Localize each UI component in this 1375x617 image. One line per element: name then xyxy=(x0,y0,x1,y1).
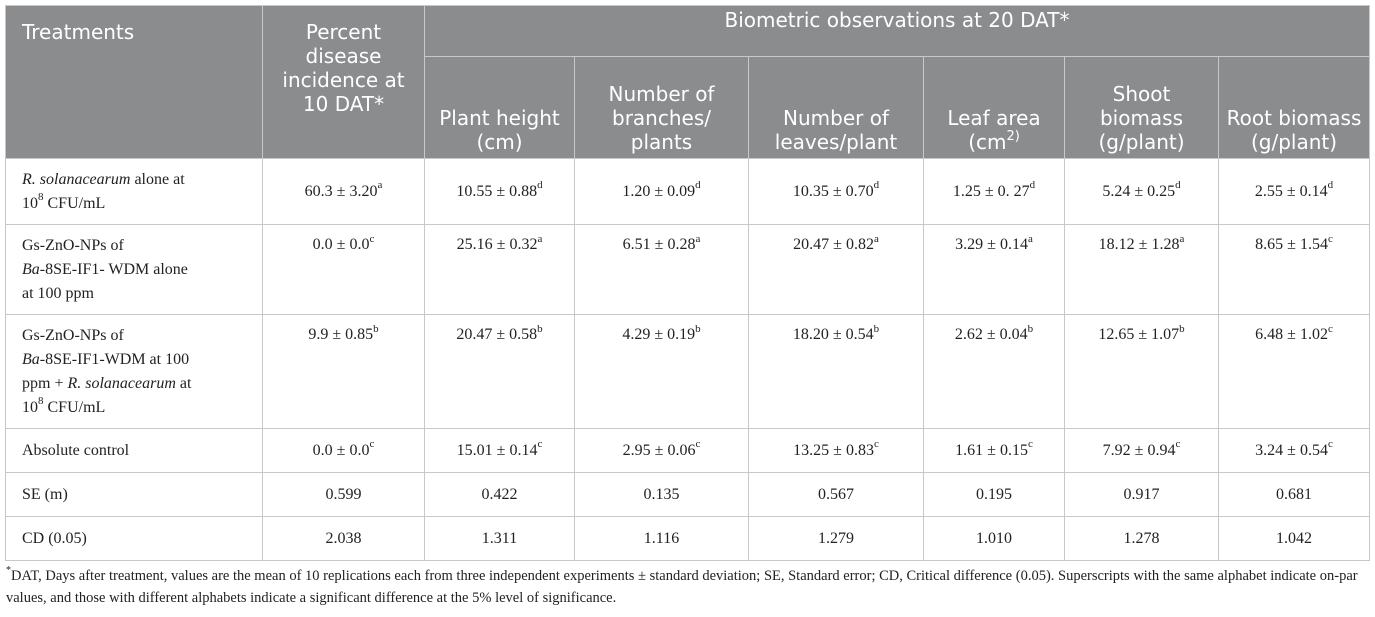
value-cell xyxy=(1065,315,1219,429)
table-row xyxy=(6,473,1370,517)
value-cell xyxy=(1219,225,1370,315)
significance-sup: d xyxy=(1327,179,1334,192)
table-footnote xyxy=(5,565,1370,609)
treatment-cell xyxy=(6,315,263,429)
significance-sup: b xyxy=(1027,322,1034,335)
significance-sup: c xyxy=(1027,438,1033,451)
value-cell xyxy=(263,225,425,315)
value-cell xyxy=(924,225,1065,315)
value-cell xyxy=(263,315,425,429)
significance-sup: b xyxy=(373,322,379,335)
footnote-text: DAT, Days after treatment, values are the mean of 10 replications each from three independent experiments ± standard deviation; SE, Standard error; CD, Critical difference (0.05). Superscripts with the same alphabet indicate on-par values, and those with different alphabets indicate a significant difference at the 5% level of significance. xyxy=(6,568,1358,606)
value-cell: 1.010 xyxy=(924,517,1065,561)
value-cell xyxy=(263,429,425,473)
value-cell xyxy=(425,429,575,473)
significance-sup: a xyxy=(377,179,383,192)
table-row xyxy=(6,315,1370,429)
significance-sup: b xyxy=(1179,322,1185,335)
cell-value: 25.16 ± 0.32 xyxy=(456,236,538,253)
value-cell xyxy=(575,315,749,429)
value-cell: 1.116 xyxy=(575,517,749,561)
significance-sup: c xyxy=(1327,438,1333,451)
cell-value: 10.35 ± 0.70 xyxy=(792,182,874,200)
significance-sup: c xyxy=(1327,232,1333,245)
cell-value: 6.48 ± 1.02 xyxy=(1255,326,1328,343)
cell-value: 1.61 ± 0.15 xyxy=(955,441,1028,459)
header-root-biomass: Root biomass (g/plant) xyxy=(1219,57,1370,159)
treatment-text: -8SE-IF1-WDM at 100 xyxy=(39,350,190,368)
treatment-cell: SE (m) xyxy=(6,473,263,517)
significance-sup: a xyxy=(695,232,701,245)
cell-value: 15.01 ± 0.14 xyxy=(456,441,538,459)
treatment-text: -8SE-IF1- WDM alone xyxy=(39,260,188,278)
cell-value: 10.55 ± 0.88 xyxy=(456,182,538,200)
significance-sup: a xyxy=(1027,232,1033,245)
table-row xyxy=(6,159,1370,225)
significance-sup: b xyxy=(873,322,880,335)
significance-sup: d xyxy=(695,179,701,192)
value-cell xyxy=(1065,429,1219,473)
treatment-text: Gs-ZnO-NPs of xyxy=(22,236,124,254)
header-branches: Number of branches/ plants xyxy=(575,57,749,159)
treatment-italic: Ba xyxy=(22,260,40,278)
treatment-cell: Absolute control xyxy=(6,429,263,473)
cell-value: 6.51 ± 0.28 xyxy=(622,236,696,253)
results-table xyxy=(5,5,1370,561)
significance-sup: d xyxy=(1175,179,1181,192)
value-cell: 0.681 xyxy=(1219,473,1370,517)
significance-sup: c xyxy=(537,438,543,451)
cell-value: 4.29 ± 0.19 xyxy=(622,326,696,343)
header-biometric-group: Biometric observations at 20 DAT* xyxy=(425,6,1370,57)
significance-sup: b xyxy=(695,322,701,335)
significance-sup: c xyxy=(1175,438,1181,451)
value-cell xyxy=(749,315,924,429)
cell-value: 20.47 ± 0.58 xyxy=(456,326,538,343)
leaf-area-label: Leaf area (cm xyxy=(947,106,1041,154)
value-cell xyxy=(575,159,749,225)
cell-value: 0.0 ± 0.0 xyxy=(312,236,370,253)
value-cell: 2.038 xyxy=(263,517,425,561)
treatment-italic: R. solanacearum xyxy=(22,170,131,188)
value-cell xyxy=(263,159,425,225)
treatment-italic: Ba xyxy=(22,350,40,368)
significance-sup: c xyxy=(369,438,375,451)
significance-sup: d xyxy=(873,179,880,192)
value-cell: 1.279 xyxy=(749,517,924,561)
value-cell xyxy=(1219,315,1370,429)
header-leaf-area xyxy=(924,57,1065,159)
header-treatments: Treatments xyxy=(6,6,263,159)
cell-value: 0.0 ± 0.0 xyxy=(312,441,370,459)
cell-value: 20.47 ± 0.82 xyxy=(793,236,874,253)
significance-sup: c xyxy=(695,438,701,451)
value-cell xyxy=(749,159,924,225)
cell-value: 1.20 ± 0.09 xyxy=(622,182,696,200)
table-container xyxy=(5,5,1369,609)
cell-value: 2.62 ± 0.04 xyxy=(954,326,1028,343)
treatment-cell: CD (0.05) xyxy=(6,517,263,561)
cell-value: 3.24 ± 0.54 xyxy=(1255,441,1328,459)
cell-value: 7.92 ± 0.94 xyxy=(1102,441,1176,459)
value-cell xyxy=(749,225,924,315)
treatment-sup: 8 xyxy=(38,395,44,408)
header-plant-height: Plant height (cm) xyxy=(425,57,575,159)
value-cell xyxy=(575,225,749,315)
value-cell xyxy=(1065,225,1219,315)
treatment-sup: 8 xyxy=(38,191,44,204)
cell-value: 2.95 ± 0.06 xyxy=(622,441,696,459)
treatment-text: alone at xyxy=(130,170,185,188)
value-cell xyxy=(1219,159,1370,225)
footnote-mark: * xyxy=(6,565,11,577)
table-row xyxy=(6,517,1370,561)
treatment-italic: R. solanacearum xyxy=(67,374,176,392)
treatment-cell xyxy=(6,159,263,225)
treatment-cell xyxy=(6,225,263,315)
value-cell: 0.135 xyxy=(575,473,749,517)
value-cell: 1.278 xyxy=(1065,517,1219,561)
cell-value: 60.3 ± 3.20 xyxy=(304,182,378,200)
cell-value: 18.20 ± 0.54 xyxy=(792,326,874,343)
header-row-top xyxy=(6,6,1370,57)
cell-value: 3.29 ± 0.14 xyxy=(955,236,1028,253)
value-cell xyxy=(924,429,1065,473)
significance-sup: d xyxy=(1029,179,1036,192)
significance-sup: a xyxy=(537,232,543,245)
significance-sup: b xyxy=(537,322,543,335)
value-cell xyxy=(1065,159,1219,225)
significance-sup: a xyxy=(873,232,879,245)
treatment-text: CFU/mL xyxy=(43,398,106,416)
value-cell xyxy=(924,159,1065,225)
cell-value: 18.12 ± 1.28 xyxy=(1098,236,1180,253)
value-cell xyxy=(1219,429,1370,473)
treatment-text: 10 xyxy=(22,194,38,212)
value-cell: 0.195 xyxy=(924,473,1065,517)
value-cell xyxy=(425,315,575,429)
leaf-area-sup: 2) xyxy=(1006,129,1020,145)
significance-sup: a xyxy=(1179,232,1185,245)
treatment-text: at 100 ppm xyxy=(22,284,94,302)
value-cell xyxy=(749,429,924,473)
cell-value: 13.25 ± 0.83 xyxy=(793,441,874,459)
cell-value: 12.65 ± 1.07 xyxy=(1098,326,1180,343)
value-cell: 0.917 xyxy=(1065,473,1219,517)
table-row xyxy=(6,225,1370,315)
significance-sup: c xyxy=(369,232,375,245)
value-cell: 0.567 xyxy=(749,473,924,517)
value-cell: 0.599 xyxy=(263,473,425,517)
value-cell xyxy=(575,429,749,473)
cell-value: 8.65 ± 1.54 xyxy=(1255,236,1328,253)
significance-sup: c xyxy=(1327,322,1333,335)
value-cell: 1.042 xyxy=(1219,517,1370,561)
cell-value: 1.25 ± 0. 27 xyxy=(952,182,1030,200)
treatment-text: 10 xyxy=(22,398,38,416)
treatment-text: at xyxy=(175,374,192,392)
value-cell xyxy=(924,315,1065,429)
value-cell xyxy=(425,225,575,315)
cell-value: 2.55 ± 0.14 xyxy=(1254,182,1328,200)
header-percent-disease: Percent disease incidence at 10 DAT* xyxy=(263,6,425,159)
treatment-text: ppm + xyxy=(22,374,68,392)
treatment-text: Gs-ZnO-NPs of xyxy=(22,326,124,344)
value-cell xyxy=(425,159,575,225)
header-leaves: Number of leaves/plant xyxy=(749,57,924,159)
treatment-text: CFU/mL xyxy=(43,194,106,212)
value-cell: 0.422 xyxy=(425,473,575,517)
value-cell: 1.311 xyxy=(425,517,575,561)
cell-value: 9.9 ± 0.85 xyxy=(308,326,374,343)
cell-value: 5.24 ± 0.25 xyxy=(1102,182,1176,200)
significance-sup: c xyxy=(873,438,879,451)
table-row xyxy=(6,429,1370,473)
significance-sup: d xyxy=(537,179,543,192)
header-shoot-biomass: Shoot biomass (g/plant) xyxy=(1065,57,1219,159)
